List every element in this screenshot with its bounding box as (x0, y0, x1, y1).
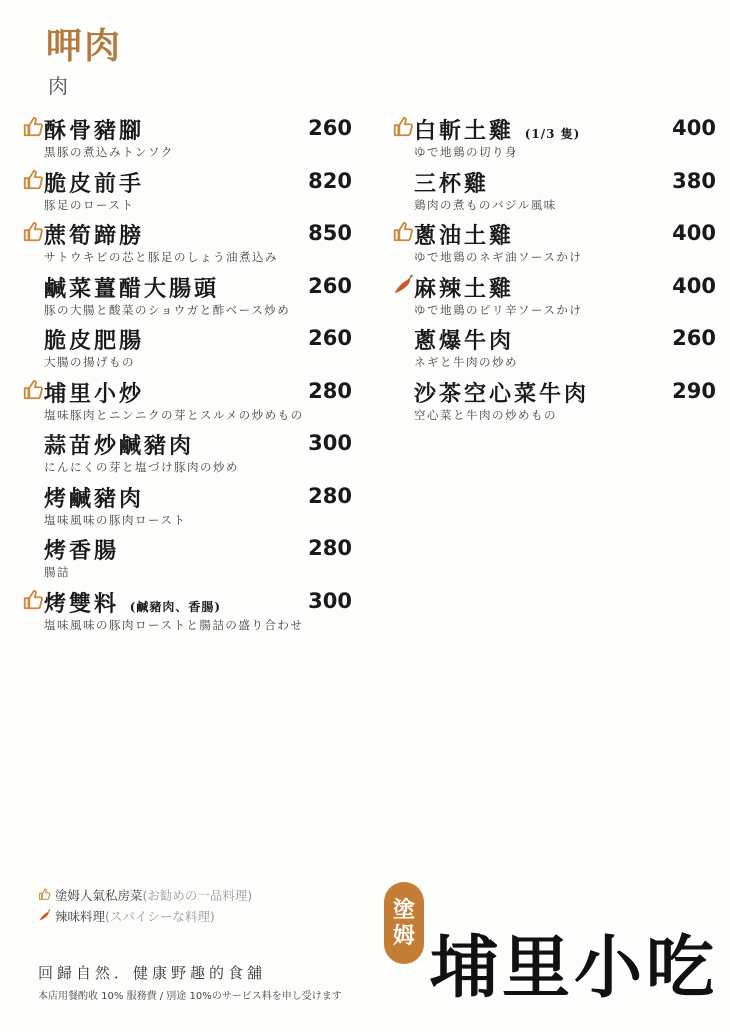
logo-name: 埔里小吃 (430, 928, 719, 1008)
menu-item (22, 219, 360, 272)
item-name: 烤鹹豬肉 (44, 485, 145, 512)
item-name: 脆皮前手 (44, 170, 145, 197)
menu-column-right (392, 114, 724, 429)
menu-item (22, 167, 360, 220)
item-note: (1/3 隻) (524, 127, 581, 141)
legend (38, 884, 252, 926)
item-price: 850 (308, 221, 352, 245)
spicy-icon (38, 909, 55, 922)
recommend-icon (22, 589, 44, 611)
item-price: 400 (672, 273, 716, 298)
spicy-icon (392, 274, 414, 296)
item-japanese-description: 塩味風味の豚肉ロースト (44, 512, 187, 527)
item-price: 280 (308, 536, 352, 560)
item-japanese-description: 塩味豚肉とニンニクの芽とスルメの炒めもの (44, 407, 304, 422)
item-japanese-description: 黒豚の煮込みトンソク (44, 145, 174, 159)
item-name: 烤香腸 (44, 538, 120, 564)
item-name: 烤雙料 (鹹豬肉、香腸) (44, 590, 222, 617)
menu-item (22, 272, 360, 325)
slogan: 回歸自然．健康野趣的食舖 (38, 964, 267, 982)
item-price: 260 (308, 116, 352, 140)
legend-label: 塗姆人氣私房菜 (55, 887, 143, 903)
item-price: 260 (308, 326, 352, 350)
menu-item (392, 114, 724, 167)
item-price: 300 (308, 431, 352, 455)
legend-label: 辣味料理 (55, 908, 106, 924)
item-japanese-description: 大腸の揚げもの (44, 355, 135, 369)
item-name: 三杯雞 (414, 170, 490, 197)
item-price: 300 (308, 588, 352, 613)
legend-note: (お勧めの一品料理) (142, 887, 253, 903)
item-japanese-description: 豚足のロースト (44, 197, 135, 212)
menu-column-left (22, 114, 360, 639)
menu-item (392, 377, 724, 430)
item-japanese-description: ゆで地鶏のピリ辛ソースかけ (414, 302, 583, 317)
item-japanese-description: ゆで地鶏のネギ油ソースかけ (414, 250, 583, 264)
item-japanese-description: 豚の大腸と酸菜のショウガと酢ベース炒め (44, 302, 291, 317)
item-price: 260 (308, 273, 352, 298)
item-japanese-description: サトウキビの芯と豚足のしょう油煮込み (44, 250, 278, 264)
menu-item (22, 377, 360, 430)
recommend-icon (392, 116, 414, 138)
item-japanese-description: ゆで地鶏の切り身 (414, 145, 518, 159)
item-name: 埔里小炒 (44, 380, 145, 407)
menu-item (392, 219, 724, 272)
item-japanese-description: にんにくの芽と塩づけ豚肉の炒め (44, 460, 239, 474)
menu-item (22, 429, 360, 482)
item-japanese-description: 空心菜と牛肉の炒めもの (414, 407, 557, 422)
logo-seal-top: 塗 (392, 896, 415, 923)
item-price: 280 (308, 483, 352, 508)
item-japanese-description: 腸詰 (44, 565, 70, 579)
menu-item (22, 482, 360, 535)
item-price: 290 (672, 378, 716, 403)
item-name: 脆皮肥腸 (44, 328, 145, 354)
service-charge-note: 本店用餐酌收 10% 服務費 / 別途 10%のサービス料を申し受けます (38, 991, 342, 1002)
item-price: 400 (672, 116, 716, 140)
menu-item (22, 534, 360, 587)
recommend-icon (22, 379, 44, 401)
item-name: 蔗筍蹄膀 (44, 223, 145, 249)
menu-item (22, 587, 360, 640)
item-price: 260 (672, 326, 716, 350)
page-subtitle: 肉 (48, 74, 68, 98)
recommend-icon (392, 221, 414, 243)
recommend-icon (22, 169, 44, 191)
menu-item (22, 324, 360, 377)
item-name: 蔥油土雞 (414, 223, 515, 249)
item-japanese-description: ネギと牛肉の炒め (414, 355, 518, 369)
legend-item (38, 905, 252, 926)
page-title: 呷肉 (46, 25, 123, 67)
item-name: 酥骨豬腳 (44, 118, 145, 144)
recommend-icon (38, 888, 55, 901)
item-price: 280 (308, 378, 352, 403)
item-name: 鹹菜薑醋大腸頭 (44, 275, 220, 302)
menu-item (392, 324, 724, 377)
recommend-icon (22, 221, 44, 243)
menu-item (392, 167, 724, 220)
item-price: 820 (308, 168, 352, 193)
logo-seal-bottom: 姆 (392, 923, 415, 949)
logo-seal (384, 882, 424, 964)
item-name: 蒜苗炒鹹豬肉 (44, 433, 195, 459)
item-name: 麻辣土雞 (414, 275, 515, 302)
recommend-icon (22, 116, 44, 138)
legend-note: (スパイシーな料理) (105, 908, 215, 924)
legend-item (38, 884, 252, 905)
item-price: 380 (672, 168, 716, 193)
item-note: (鹹豬肉、香腸) (129, 599, 222, 614)
item-japanese-description: 塩味風味の豚肉ローストと腸詰の盛り合わせ (44, 617, 304, 632)
item-name: 沙茶空心菜牛肉 (414, 380, 590, 407)
item-japanese-description: 鶏肉の煮ものバジル風味 (414, 197, 557, 212)
menu-item (22, 114, 360, 167)
item-name: 白斬土雞 (1/3 隻) (414, 118, 581, 144)
item-name: 蔥爆牛肉 (414, 328, 515, 354)
menu-item (392, 272, 724, 325)
item-price: 400 (672, 221, 716, 245)
